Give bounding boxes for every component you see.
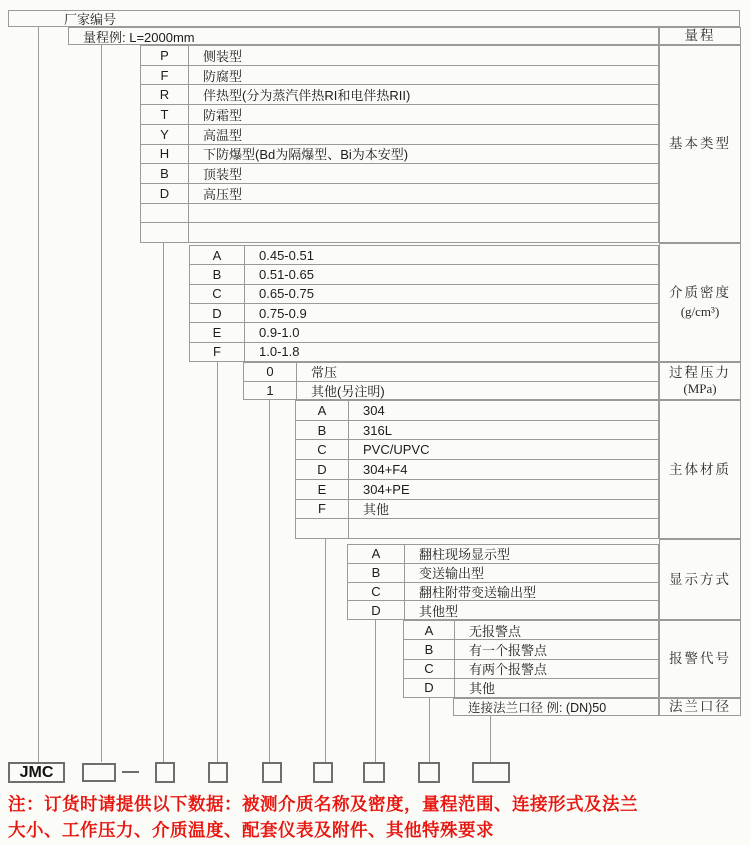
code-box-density [208,762,228,783]
display-mode-table [347,544,659,620]
label-display-mode [659,539,741,620]
code-box-display-mode [363,762,385,783]
row-code: E [190,323,245,341]
row-description: 顶装型 [203,167,243,183]
row-description: 304 [363,402,385,418]
row-code: D [141,184,189,203]
label-pressure [659,362,741,400]
table-row [348,563,658,582]
row-description: 变送输出型 [419,566,485,582]
row-description: 0.9-1.0 [259,324,300,340]
code-box-range [82,763,116,782]
manufacturer-code-row [8,10,740,27]
flange-size-text: 连接法兰口径 例: (DN)50 [468,701,607,715]
table-row [141,203,658,223]
row-code: C [404,660,455,678]
row-description: 高温型 [203,127,243,143]
row-code: H [141,145,189,164]
row-code: A [296,401,349,420]
row-code: T [141,105,189,124]
row-description: 304+PE [363,481,410,497]
row-code: A [190,246,245,264]
table-row [296,420,658,440]
row-code: F [296,500,349,519]
label-range [659,27,741,45]
row-description [189,204,658,223]
label-alarm-code [659,620,741,698]
row-description: 翻柱附带变送输出型 [419,584,537,600]
row-code [141,204,189,223]
row-code [296,519,349,538]
density-table [189,245,659,362]
code-box-pressure [262,762,282,783]
table-row [296,479,658,499]
row-description: 0.75-0.9 [259,305,307,321]
code-box-basic-type [155,762,175,783]
label-density [659,243,741,362]
row-description: 高压型 [203,186,243,202]
label-basic-type-text: 基本类型 [669,136,731,152]
row-description: 0.65-0.75 [259,286,314,302]
table-row [190,264,658,283]
row-code: Y [141,125,189,144]
connector-pressure [269,400,270,762]
flange-size-row [453,698,659,716]
row-description: 防腐型 [203,68,243,84]
row-code: R [141,85,189,104]
table-row [141,222,658,242]
code-box-alarm-code [418,762,440,783]
row-code: E [296,480,349,499]
row-code: 1 [244,382,297,400]
row-description: 无报警点 [469,623,522,639]
row-code: P [141,46,189,65]
row-code: A [404,621,455,639]
row-description [349,519,658,538]
label-pressure-unit: (MPa) [683,381,717,397]
row-code: B [190,265,245,283]
connector-density [217,362,218,762]
table-row [190,303,658,322]
row-code: D [296,460,349,479]
table-row [141,84,658,104]
manufacturer-code-label: 厂家编号 [64,12,117,27]
row-description: 其他型 [419,603,459,619]
table-row [190,284,658,303]
table-row [190,322,658,341]
row-description: 侧装型 [203,48,243,64]
row-description: 其他 [363,502,390,518]
row-description: 有两个报警点 [469,662,548,678]
row-description: 有一个报警点 [469,642,548,658]
code-dash-separator [122,771,139,773]
label-pressure-text: 过程压力 [669,364,731,380]
range-example-text: 量程例: L=2000mm [83,29,195,45]
row-code: D [190,304,245,322]
row-code: D [404,679,455,697]
row-code: F [190,343,245,361]
connector-manufacturer [38,27,39,762]
row-description: 常压 [311,365,338,381]
table-row [141,183,658,203]
label-alarm-code-text: 报警代号 [669,651,731,667]
table-row [404,621,658,639]
table-row [296,439,658,459]
table-row [141,163,658,183]
table-row [141,65,658,85]
row-description: 伴热型(分为蒸汽伴热RI和电伴热RII) [203,88,411,104]
model-prefix-text: JMC [19,763,54,781]
ordering-note-line2: 大小、工作压力、介质温度、配套仪表及附件、其他特殊要求 [8,820,494,841]
row-code: B [404,640,455,658]
table-row [190,342,658,361]
connector-material [325,539,326,762]
range-example-row [68,27,659,45]
table-row [296,499,658,519]
table-row [296,459,658,479]
code-box-material [313,762,333,783]
row-description: 0.45-0.51 [259,247,314,263]
row-description: 0.51-0.65 [259,266,314,282]
row-description: 316L [363,422,392,438]
label-basic-type [659,45,741,243]
row-description: 304+F4 [363,462,408,478]
table-row [348,582,658,601]
table-row [141,104,658,124]
table-row [190,246,658,264]
row-description: 1.0-1.8 [259,344,300,360]
connector-display-mode [375,620,376,762]
table-row [141,46,658,65]
label-flange-size-text: 法兰口径 [669,699,731,715]
table-row [141,124,658,144]
row-code: B [348,564,405,582]
ordering-note [8,791,748,844]
connector-basic-type [163,243,164,762]
connector-alarm-code [429,698,430,762]
row-code: 0 [244,363,297,381]
row-description: 其他 [469,681,496,697]
ordering-note-line1: 注：订货时请提供以下数据：被测介质名称及密度，量程范围、连接形式及法兰 [8,794,638,814]
table-row [244,363,658,381]
row-code: D [348,601,405,619]
table-row [141,144,658,164]
basic-type-table [140,45,659,243]
label-range-text: 量程 [684,28,716,44]
label-display-mode-text: 显示方式 [669,571,731,587]
row-description: PVC/UPVC [363,442,430,458]
table-row [348,600,658,619]
row-description [189,223,658,242]
material-table [295,400,659,539]
table-row [404,639,658,658]
label-density-unit: (g/cm³) [680,303,720,319]
row-code [141,223,189,242]
table-row [404,678,658,697]
connector-range [101,45,102,762]
label-material [659,400,741,539]
row-code: F [141,66,189,85]
label-density-text: 介质密度 [669,285,731,301]
row-description: 其他(另注明) [311,383,385,399]
connector-flange-size [490,716,491,762]
table-row [296,518,658,538]
table-row [348,545,658,563]
label-flange-size [659,698,741,716]
pressure-table [243,362,659,400]
table-row [244,381,658,400]
row-code: B [296,421,349,440]
row-code: A [348,545,405,563]
table-row [296,401,658,420]
model-prefix-box [8,762,65,783]
label-material-text: 主体材质 [669,461,731,477]
alarm-code-table [403,620,659,698]
table-row [404,659,658,678]
row-code: C [348,583,405,601]
row-code: C [190,285,245,303]
row-description: 下防爆型(Bd为隔爆型、Bi为本安型) [203,147,409,163]
code-box-flange-size [472,762,510,783]
row-description: 防霜型 [203,107,243,123]
row-code: B [141,164,189,183]
row-description: 翻柱现场显示型 [419,547,511,563]
row-code: C [296,440,349,459]
